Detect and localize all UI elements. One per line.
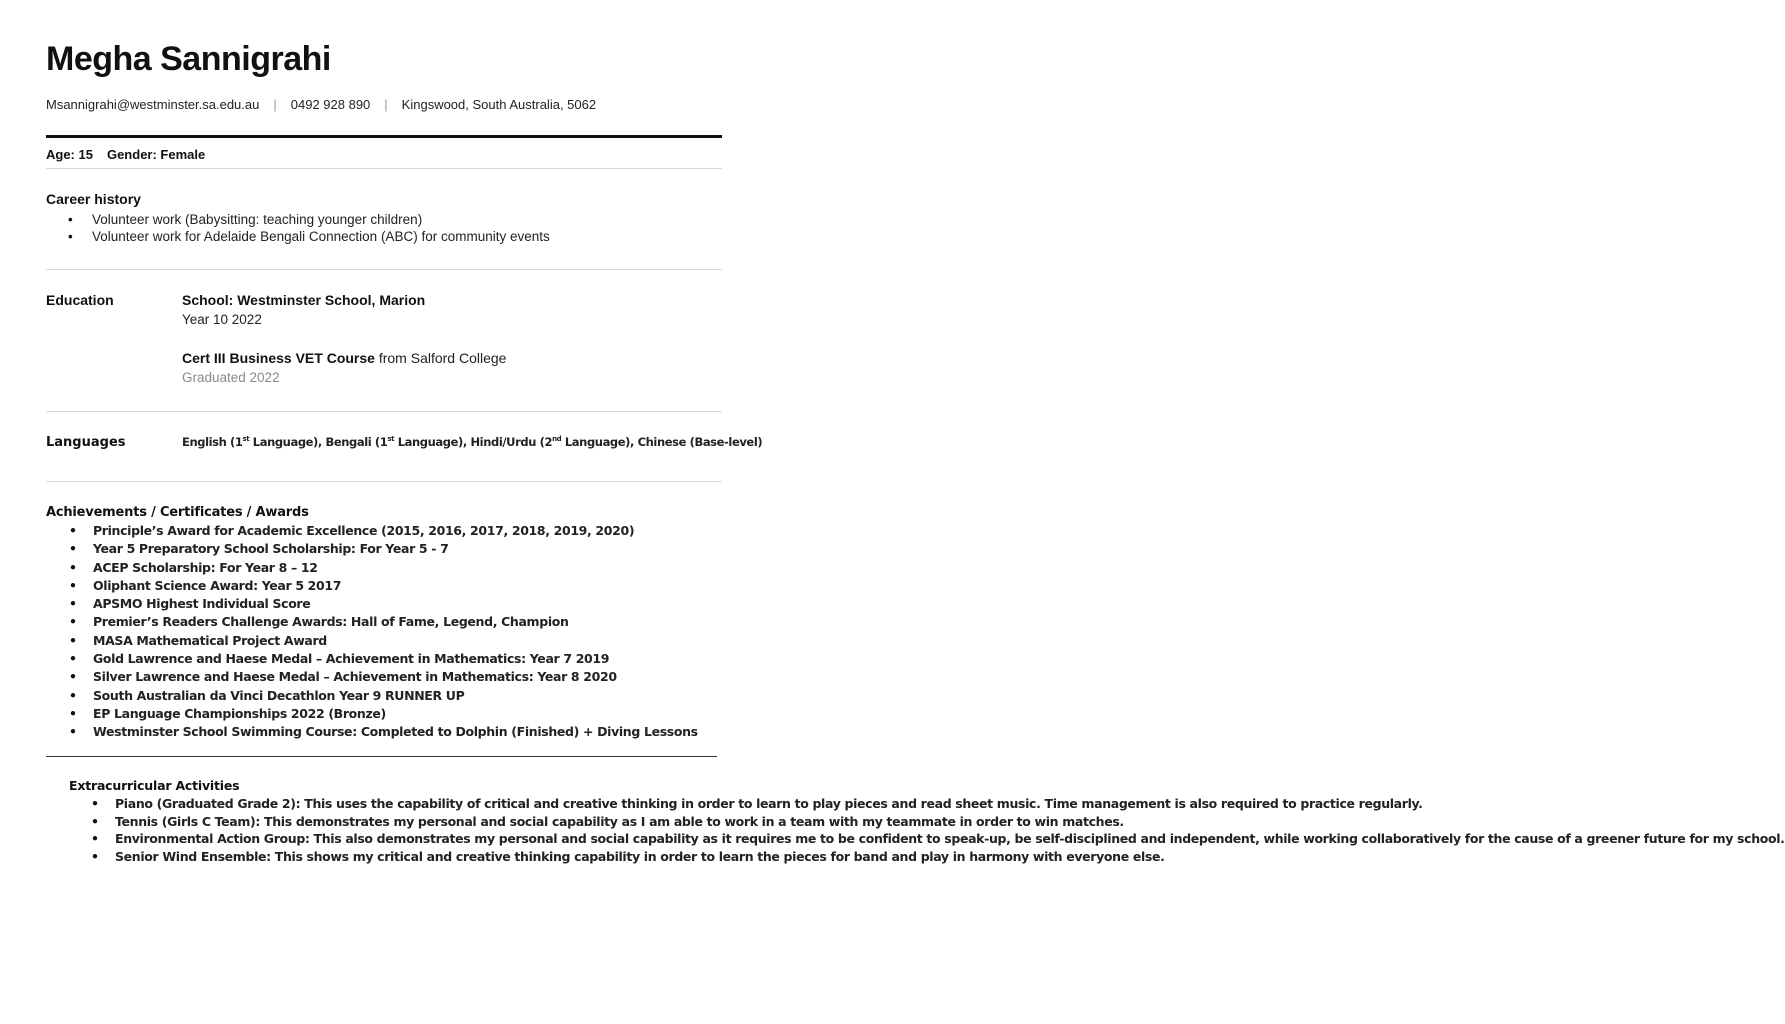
section-divider [46,411,722,412]
list-item: • Tennis (Girls C Team): This demonstrates my personal and social capability as I am able to work in a team with my teammate in order to win matches. [115,813,715,831]
career-list [92,211,550,245]
section-divider [46,168,722,169]
list-item: • ACEP Scholarship: For Year 8 – 12 [93,559,698,577]
list-item: • Piano (Graduated Grade 2): This uses the capability of critical and creative thinking in order to learn to play pieces and read sheet music. Time management is also required to practice regularly. [115,795,715,813]
school-name: School: Westminster School, Marion [182,292,426,308]
personal-info [46,147,205,162]
list-item: • Senior Wind Ensemble: This shows my critical and creative thinking capability in order to learn the pieces for band and play in harmony with everyone else. [115,848,715,866]
graduation-text: Graduated 2022 [182,370,280,385]
section-divider [46,269,722,270]
cert-provider: from Salford College [374,350,507,366]
education-heading: Education [46,292,114,308]
gender-text: Gender: Female [106,147,206,162]
list-item: • Silver Lawrence and Haese Medal – Achievement in Mathematics: Year 8 2020 [93,668,698,686]
list-item: • Gold Lawrence and Haese Medal – Achievement in Mathematics: Year 7 2019 [93,650,698,668]
list-item: • Principle’s Award for Academic Excellence (2015, 2016, 2017, 2018, 2019, 2020) [93,522,698,540]
language-item: English (1st Language), [182,435,326,449]
list-item: • Volunteer work (Babysitting: teaching younger children) [92,211,550,228]
separator: | [273,97,277,112]
achievements-list [93,522,698,742]
cert-title: Cert III Business VET Course [182,350,375,366]
language-item: Hindi/Urdu (2nd Language), [470,435,638,449]
language-item: Bengali (1st Language), [325,435,471,449]
resume-name: Megha Sannigrahi [46,40,331,78]
section-divider [46,756,717,757]
location-text: Kingswood, South Australia, 5062 [401,97,597,112]
separator: | [384,97,388,112]
extracurricular-heading: Extracurricular Activities [69,778,240,793]
list-item: • APSMO Highest Individual Score [93,595,698,613]
list-item: • Oliphant Science Award: Year 5 2017 [93,577,698,595]
age-text: Age: 15 [46,147,93,162]
list-item: • Premier’s Readers Challenge Awards: Hall of Fame, Legend, Champion [93,613,698,631]
achievements-heading: Achievements / Certificates / Awards [46,505,309,520]
phone-text: 0492 928 890 [290,97,371,112]
header-divider [46,135,722,138]
career-heading: Career history [46,191,141,207]
section-divider [46,481,722,482]
language-item: Chinese (Base-level) [637,435,763,449]
extracurricular-list [115,795,1785,865]
school-year: Year 10 2022 [182,312,262,327]
list-item: • EP Language Championships 2022 (Bronze) [93,705,698,723]
list-item: • Year 5 Preparatory School Scholarship: For Year 5 - 7 [93,540,698,558]
certificate [182,350,506,366]
list-item: • South Australian da Vinci Decathlon Year 9 RUNNER UP [93,687,698,705]
list-item: • Volunteer work for Adelaide Bengali Connection (ABC) for community events [92,228,550,245]
list-item: • MASA Mathematical Project Award [93,632,698,650]
list-item: • Environmental Action Group: This also demonstrates my personal and social capability as it requires me to be confident to speak-up, be self-disciplined and independent, while working collaboratively for the cause of a greener future for my school. [115,830,715,848]
list-item: • Westminster School Swimming Course: Completed to Dolphin (Finished) + Diving Lessons [93,723,698,741]
email-text: Msannigrahi@westminster.sa.edu.au [46,97,260,112]
languages-heading: Languages [46,435,126,450]
languages-text [182,435,762,449]
contact-line [46,97,596,112]
